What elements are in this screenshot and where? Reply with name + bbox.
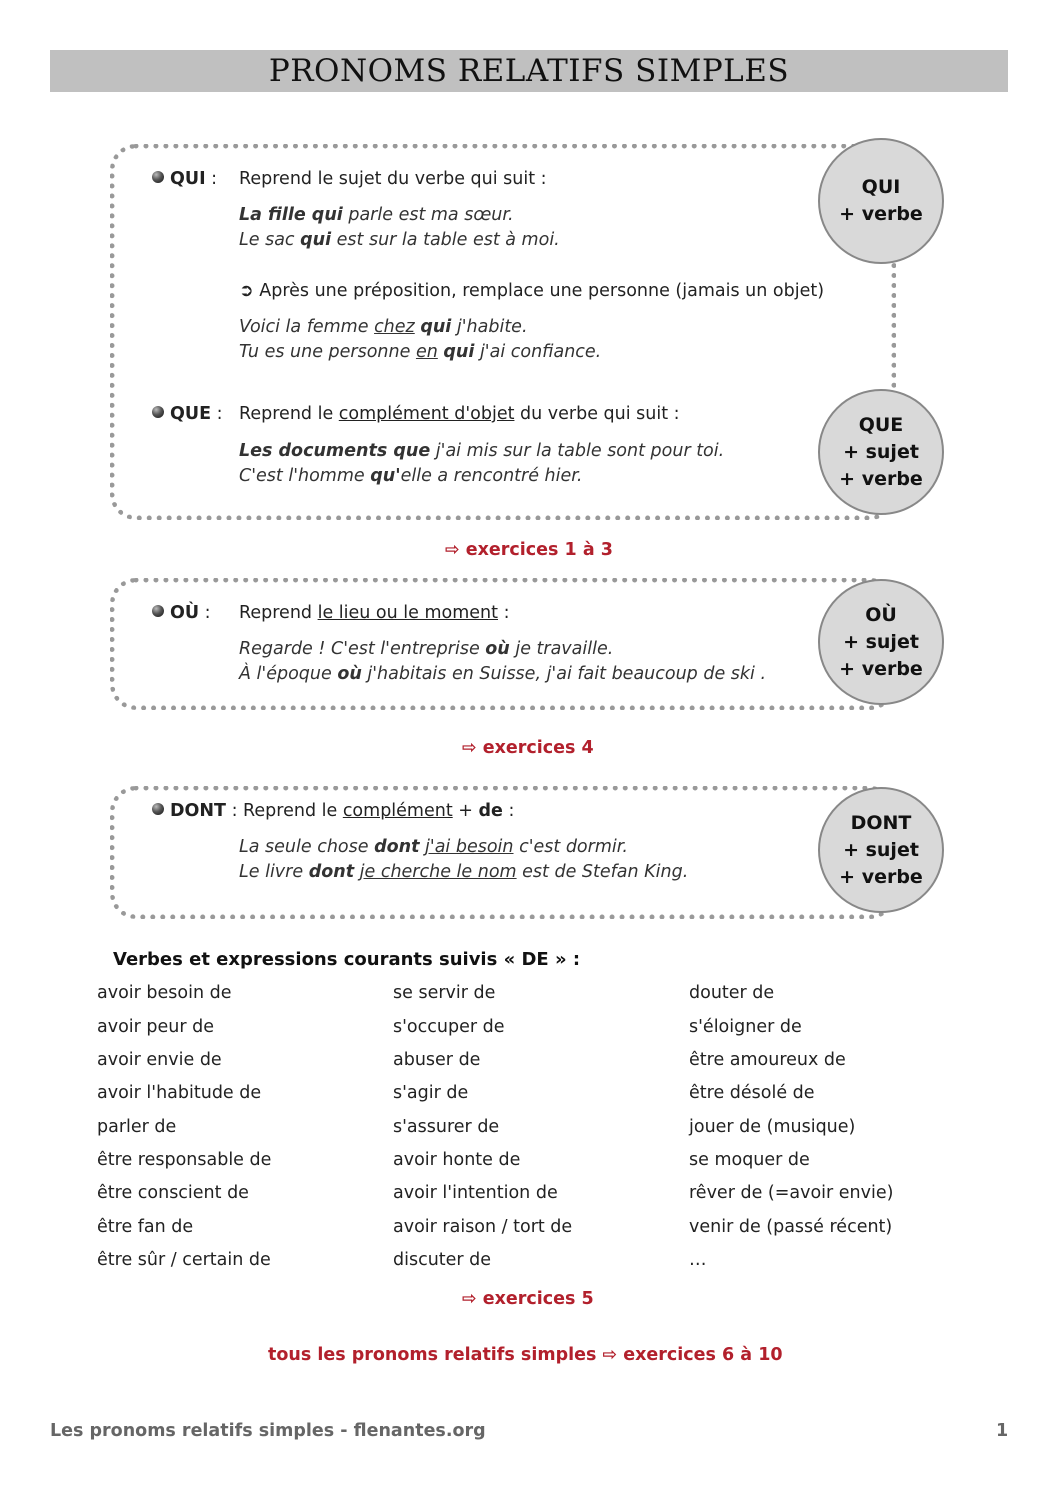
list-item: douter de	[689, 983, 775, 1003]
list-item: être fan de	[97, 1217, 194, 1237]
ou-example-1: Regarde ! C'est l'entreprise où je travaille.	[239, 639, 614, 659]
list-item: s'occuper de	[393, 1017, 505, 1037]
qui-example-1: La fille qui parle est ma sœur.	[239, 205, 514, 225]
list-item: parler de	[97, 1117, 177, 1137]
que-rule-line: QUE :	[152, 404, 223, 424]
page-number: 1	[996, 1421, 1009, 1441]
ou-circle: OÙ + sujet + verbe	[818, 579, 944, 705]
list-item: avoir l'habitude de	[97, 1083, 262, 1103]
list-item: être sûr / certain de	[97, 1250, 271, 1270]
qui-example-4: Tu es une personne en qui j'ai confiance.	[239, 342, 602, 362]
que-example-2: C'est l'homme qu'elle a rencontré hier.	[239, 466, 583, 486]
list-item: jouer de (musique)	[689, 1117, 856, 1137]
qui-example-3: Voici la femme chez qui j'habite.	[239, 317, 528, 337]
exercise-link-4[interactable]: tous les pronoms relatifs simples ⇨ exercices 6 à 10	[268, 1345, 783, 1365]
list-item: avoir honte de	[393, 1150, 521, 1170]
qui-rule-line: QUI :	[152, 169, 217, 189]
ou-rule-line: OÙ :	[152, 603, 211, 623]
list-item: être responsable de	[97, 1150, 272, 1170]
list-item: être amoureux de	[689, 1050, 846, 1070]
list-item: s'éloigner de	[689, 1017, 802, 1037]
list-item: avoir l'intention de	[393, 1183, 558, 1203]
verbs-heading: Verbes et expressions courants suivis « DE » :	[113, 949, 581, 970]
footer-text: Les pronoms relatifs simples - flenantes.org	[50, 1421, 486, 1441]
dont-example-2: Le livre dont je cherche le nom est de Stefan King.	[239, 862, 689, 882]
que-rule: Reprend le complément d'objet du verbe qui suit :	[239, 404, 680, 424]
arrow-icon: ⇨	[462, 1289, 477, 1309]
arrow-icon: ⇨	[445, 540, 460, 560]
arrow-icon: ➲	[239, 281, 254, 301]
exercise-link-2[interactable]: ⇨ exercices 4	[462, 738, 594, 758]
dont-rule-line: DONT : Reprend le complément + de :	[152, 801, 514, 821]
bullet-icon	[152, 605, 164, 617]
exercise-link-1[interactable]: ⇨ exercices 1 à 3	[445, 540, 613, 560]
list-item: venir de (passé récent)	[689, 1217, 893, 1237]
dont-circle: DONT + sujet + verbe	[818, 787, 944, 913]
list-item: …	[689, 1250, 707, 1270]
arrow-icon: ⇨	[602, 1345, 618, 1365]
title-bar	[50, 50, 1008, 92]
que-example-1: Les documents que j'ai mis sur la table sont pour toi.	[239, 441, 725, 461]
bullet-icon	[152, 803, 164, 815]
ou-label: OÙ	[170, 603, 200, 623]
qui-label: QUI	[170, 169, 206, 189]
bullet-icon	[152, 171, 164, 183]
bullet-icon	[152, 406, 164, 418]
que-circle: QUE + sujet + verbe	[818, 389, 944, 515]
qui-example-2: Le sac qui est sur la table est à moi.	[239, 230, 560, 250]
list-item: rêver de (=avoir envie)	[689, 1183, 894, 1203]
list-item: s'agir de	[393, 1083, 469, 1103]
list-item: avoir raison / tort de	[393, 1217, 573, 1237]
ou-example-2: À l'époque où j'habitais en Suisse, j'ai fait beaucoup de ski .	[239, 664, 767, 684]
list-item: être conscient de	[97, 1183, 249, 1203]
dont-example-1: La seule chose dont j'ai besoin c'est dormir.	[239, 837, 628, 857]
exercise-link-3[interactable]: ⇨ exercices 5	[462, 1289, 594, 1309]
list-item: être désolé de	[689, 1083, 815, 1103]
list-item: abuser de	[393, 1050, 481, 1070]
dont-label: DONT	[170, 801, 226, 821]
que-label: QUE	[170, 404, 212, 424]
list-item: avoir peur de	[97, 1017, 215, 1037]
list-item: se moquer de	[689, 1150, 810, 1170]
list-item: discuter de	[393, 1250, 492, 1270]
arrow-icon: ⇨	[462, 738, 477, 758]
list-item: se servir de	[393, 983, 496, 1003]
ou-rule: Reprend le lieu ou le moment :	[239, 603, 510, 623]
qui-rule-2: ➲ Après une préposition, remplace une personne (jamais un objet)	[239, 281, 825, 301]
qui-circle: QUI + verbe	[818, 138, 944, 264]
list-item: avoir envie de	[97, 1050, 222, 1070]
qui-rule: Reprend le sujet du verbe qui suit :	[239, 169, 547, 189]
list-item: s'assurer de	[393, 1117, 500, 1137]
page-title: PRONOMS RELATIFS SIMPLES	[268, 53, 790, 89]
list-item: avoir besoin de	[97, 983, 232, 1003]
